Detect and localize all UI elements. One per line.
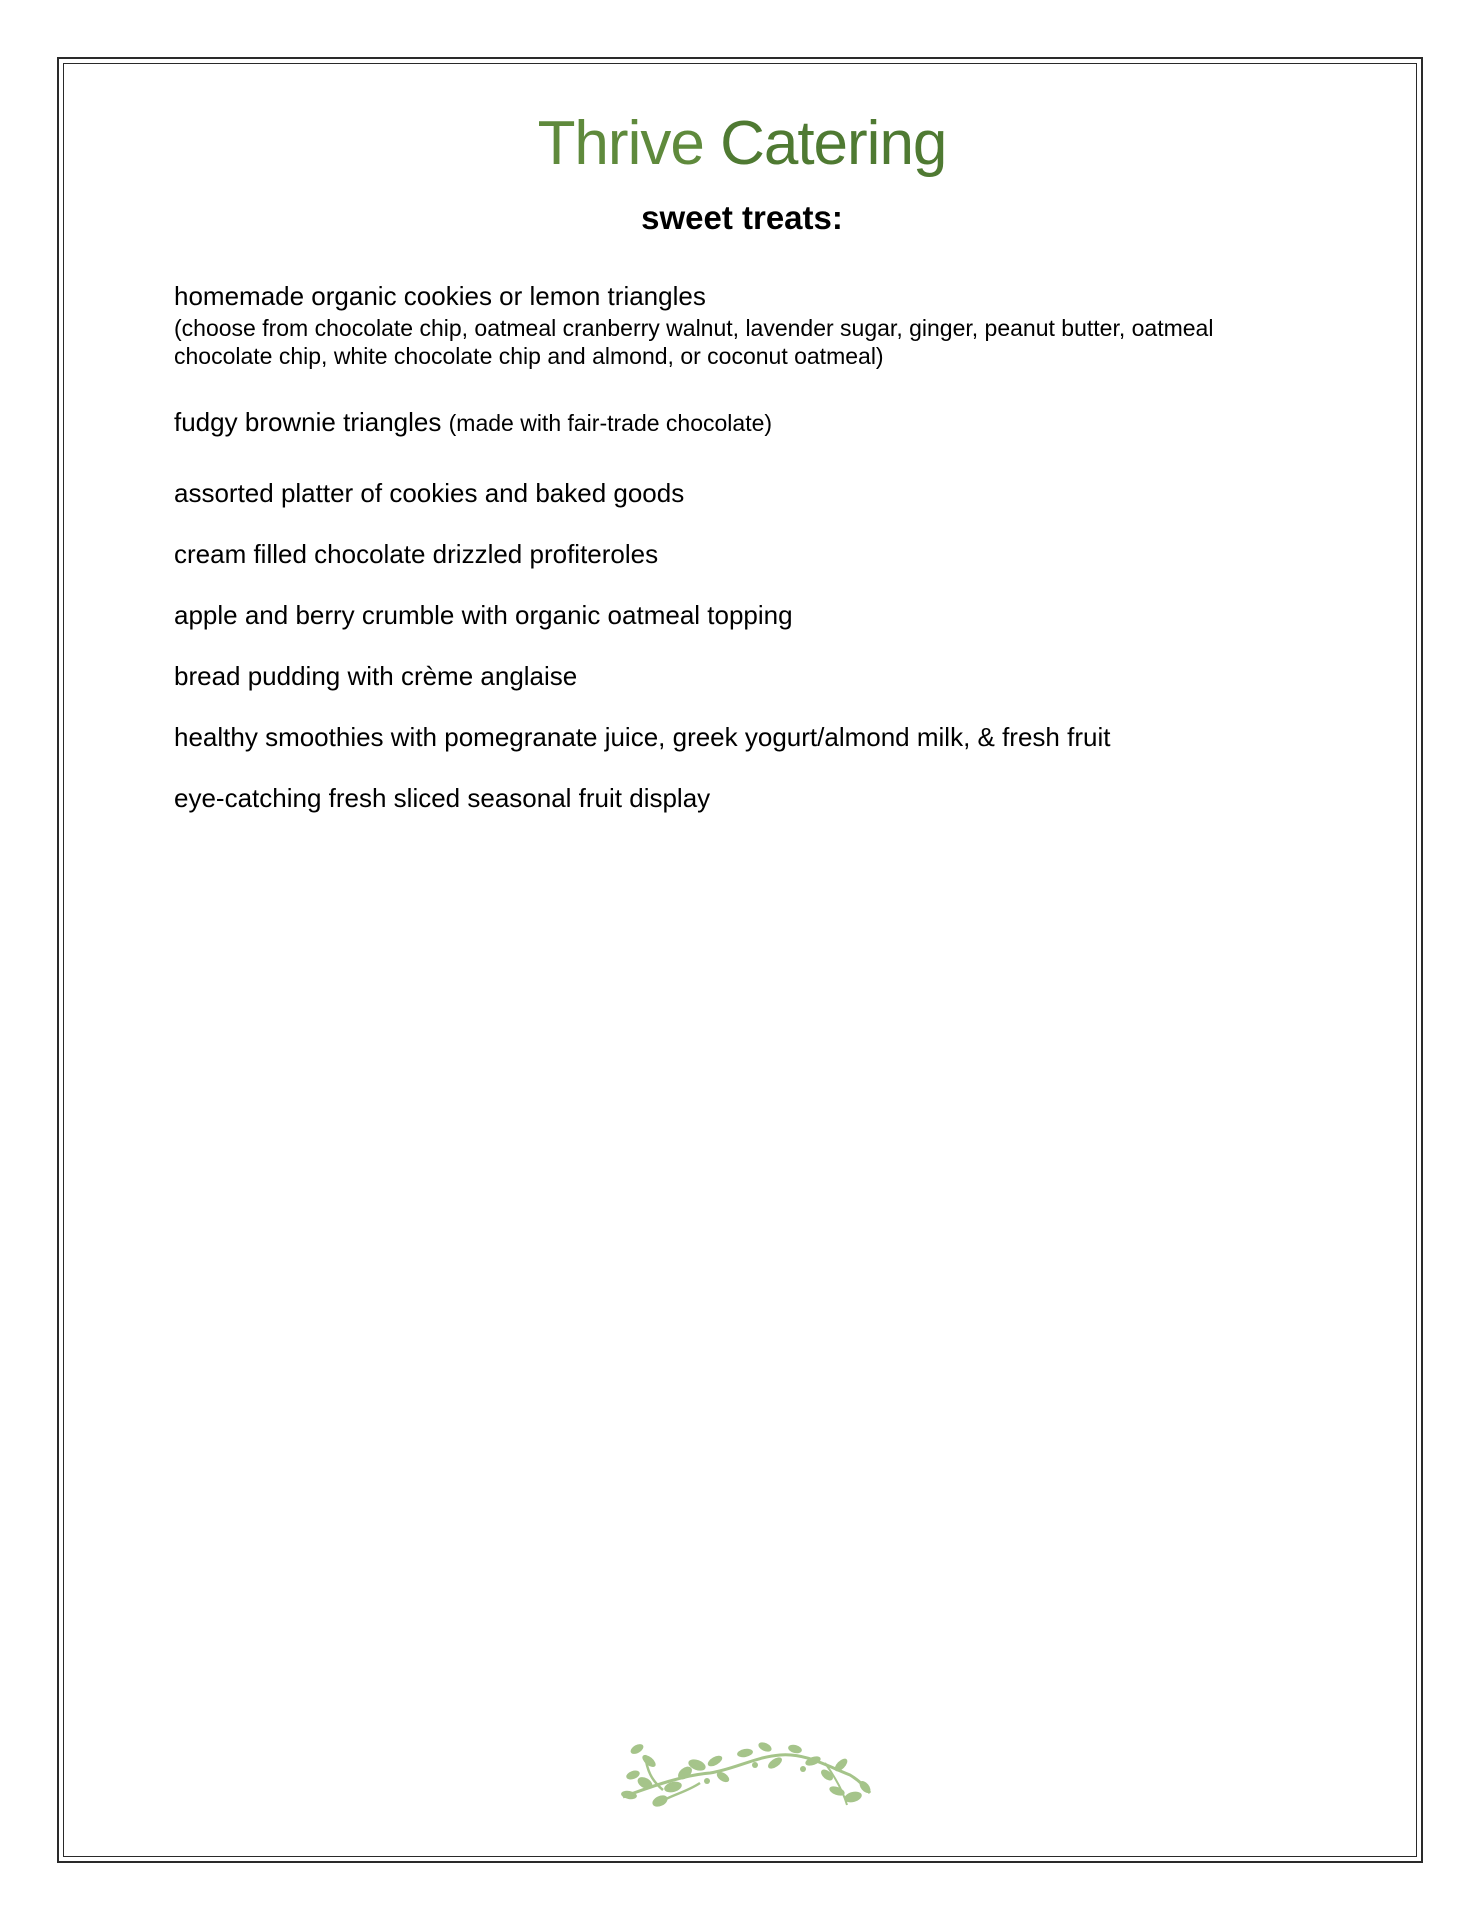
menu-item-crumble: apple and berry crumble with organic oatmeal topping xyxy=(174,600,793,630)
menu-item-smoothies: healthy smoothies with pomegranate juice, greek yogurt/almond milk, & fresh fruit xyxy=(174,722,1111,752)
menu-item-profiteroles: cream filled chocolate drizzled profiteroles xyxy=(174,539,659,569)
menu-item-platter: assorted platter of cookies and baked goods xyxy=(174,478,685,508)
brand-word-thrive: Thrive xyxy=(537,109,704,178)
menu-item-brownies xyxy=(174,405,1304,440)
menu-item-fruit-display: eye-catching fresh sliced seasonal fruit display xyxy=(174,783,711,813)
menu-item-cookies: homemade organic cookies or lemon triangles xyxy=(174,281,706,311)
menu-item-brownies-label: fudgy brownie triangles xyxy=(174,407,442,437)
menu-item-cookies-note: (choose from chocolate chip, oatmeal cranberry walnut, lavender sugar, ginger, peanut butter, oatmeal chocolate chip, white chocolate chip and almond, or coconut oatmeal) xyxy=(174,315,1214,369)
brand-word-catering: Catering xyxy=(720,109,947,178)
leafy-vine-icon xyxy=(615,1735,875,1815)
brand-logo xyxy=(0,108,1484,179)
section-heading: sweet treats: xyxy=(641,199,843,236)
menu-item-brownies-note: (made with fair-trade chocolate) xyxy=(448,410,773,436)
menu-item-bread-pudding: bread pudding with crème anglaise xyxy=(174,661,578,691)
